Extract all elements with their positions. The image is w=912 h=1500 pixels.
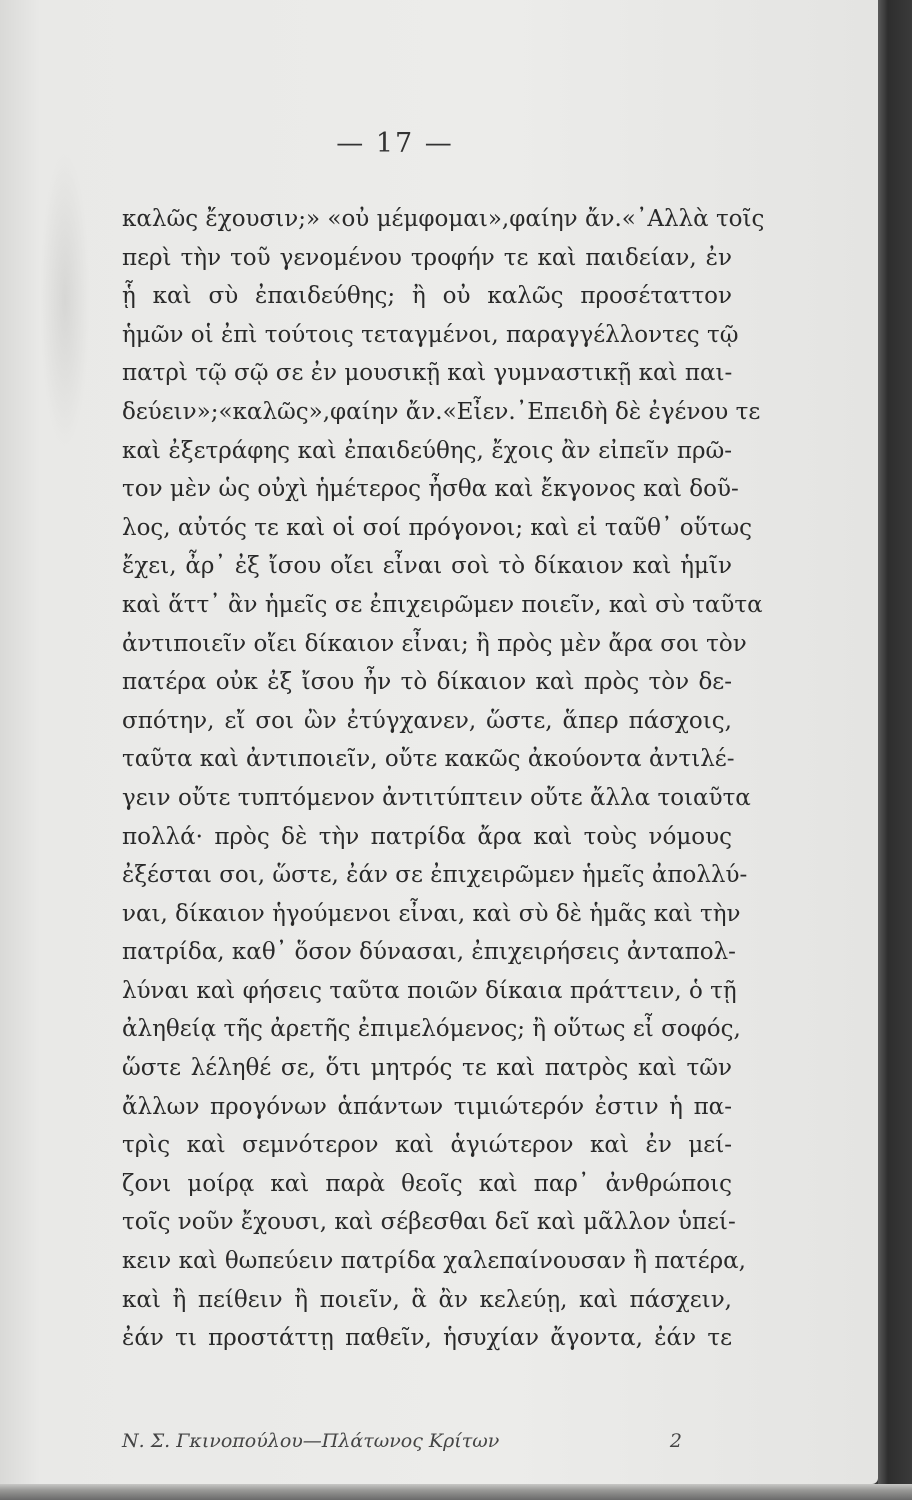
text-line: ἐάν τι προστάττῃ παθεῖν, ἡσυχίαν ἄγοντα, ἐάν τε xyxy=(122,1325,732,1352)
text-line: πατρὶ τῷ σῷ σε ἐν μουσικῇ καὶ γυμναστικῇ καὶ παι- xyxy=(122,360,733,387)
text-line: περὶ τὴν τοῦ γενομένου τροφήν τε καὶ παιδείαν, ἐν xyxy=(122,244,732,271)
text-line: καὶ ἢ πείθειν ἢ ποιεῖν, ἃ ἂν κελεύῃ, καὶ πάσχειν, xyxy=(122,1286,732,1313)
text-line: ζονι μοίρᾳ καὶ παρὰ θεοῖς καὶ παρ᾿ ἀνθρώποις xyxy=(122,1170,732,1197)
text-line: ἐξέσται σοι, ὥστε, ἐάν σε ἐπιχειρῶμεν ἡμεῖς ἀπολλύ- xyxy=(122,862,748,889)
page-footer xyxy=(122,1430,682,1452)
footer-sheet-number: 2 xyxy=(669,1430,682,1452)
text-line: ταῦτα καὶ ἀντιποιεῖν, οὔτε κακῶς ἀκούοντα ἀντιλέ- xyxy=(122,746,735,773)
text-line: καλῶς ἔχουσιν;» «οὐ μέμφομαι»,φαίην ἄν.«᾿Αλλὰ τοῖς xyxy=(122,206,765,232)
page-number: — 17 — xyxy=(336,128,454,159)
text-line: δεύειν»;«καλῶς»,φαίην ἄν.«Εἶεν.᾿Επειδὴ δὲ ἐγένου τε xyxy=(122,398,761,425)
text-line: λύναι καὶ φήσεις ταῦτα ποιῶν δίκαια πράττειν, ὁ τῇ xyxy=(122,977,737,1004)
body-text xyxy=(122,200,765,1358)
text-line: ὥστε λέληθέ σε, ὅτι μητρός τε καὶ πατρὸς καὶ τῶν xyxy=(122,1055,732,1082)
text-line: κειν καὶ θωπεύειν πατρίδα χαλεπαίνουσαν ἢ πατέρα, xyxy=(122,1248,746,1275)
page-edge-shadow xyxy=(878,0,912,1500)
text-line: καὶ ἅττ᾿ ἂν ἡμεῖς σε ἐπιχειρῶμεν ποιεῖν, καὶ σὺ ταῦτα xyxy=(122,591,763,618)
text-line: ἔχει, ἆρ᾿ ἐξ ἴσου οἴει εἶναι σοὶ τὸ δίκαιον καὶ ἡμῖν xyxy=(122,553,732,580)
page-bottom-edge xyxy=(0,1484,912,1500)
text-line: ναι, δίκαιον ἡγούμενοι εἶναι, καὶ σὺ δὲ ἡμᾶς καὶ τὴν xyxy=(122,900,741,927)
text-line: τρὶς καὶ σεμνότερον καὶ ἁγιώτερον καὶ ἐν μεί- xyxy=(122,1132,732,1159)
footer-signature: Ν. Σ. Γκινοπούλου—Πλάτωνος Κρίτων xyxy=(122,1430,500,1452)
text-line: ἡμῶν οἱ ἐπὶ τούτοις τεταγμένοι, παραγγέλλοντες τῷ xyxy=(122,321,739,348)
text-line: σπότην, εἴ σοι ὢν ἐτύγχανεν, ὥστε, ἅπερ πάσχοις, xyxy=(122,707,732,734)
text-line: ἀληθείᾳ τῆς ἀρετῆς ἐπιμελόμενος; ἢ οὕτως εἶ σοφός, xyxy=(122,1016,741,1043)
text-line: καὶ ἐξετράφης καὶ ἐπαιδεύθης, ἔχοις ἂν εἰπεῖν πρῶ- xyxy=(122,437,732,464)
text-line: ἀντιποιεῖν οἴει δίκαιον εἶναι; ἢ πρὸς μὲν ἄρα σοι τὸν xyxy=(122,630,747,657)
text-line: ἄλλων προγόνων ἁπάντων τιμιώτερόν ἐστιν ἡ πα- xyxy=(122,1093,732,1120)
text-line: πατέρα οὐκ ἐξ ἴσου ἦν τὸ δίκαιον καὶ πρὸς τὸν δε- xyxy=(122,669,732,696)
text-line: λος, αὐτός τε καὶ οἱ σοί πρόγονοι; καὶ εἰ ταῦθ᾿ οὕτως xyxy=(122,514,752,541)
text-line: πολλά· πρὸς δὲ τὴν πατρίδα ἄρα καὶ τοὺς νόμους xyxy=(122,823,732,850)
text-line: γειν οὔτε τυπτόμενον ἀντιτύπτειν οὔτε ἄλλα τοιαῦτα xyxy=(122,784,751,811)
text-line: τον μὲν ὡς οὐχὶ ἡμέτερος ἦσθα καὶ ἔκγονος καὶ δοῦ- xyxy=(122,476,739,503)
text-line: ᾗ καὶ σὺ ἐπαιδεύθης; ἢ οὐ καλῶς προσέταττον xyxy=(122,283,732,310)
text-line: τοῖς νοῦν ἔχουσι, καὶ σέβεσθαι δεῖ καὶ μᾶλλον ὑπεί- xyxy=(122,1209,736,1236)
text-line: πατρίδα, καθ᾿ ὅσον δύνασαι, ἐπιχειρήσεις ἀνταπολ- xyxy=(122,939,736,966)
paper-stain xyxy=(40,150,90,450)
